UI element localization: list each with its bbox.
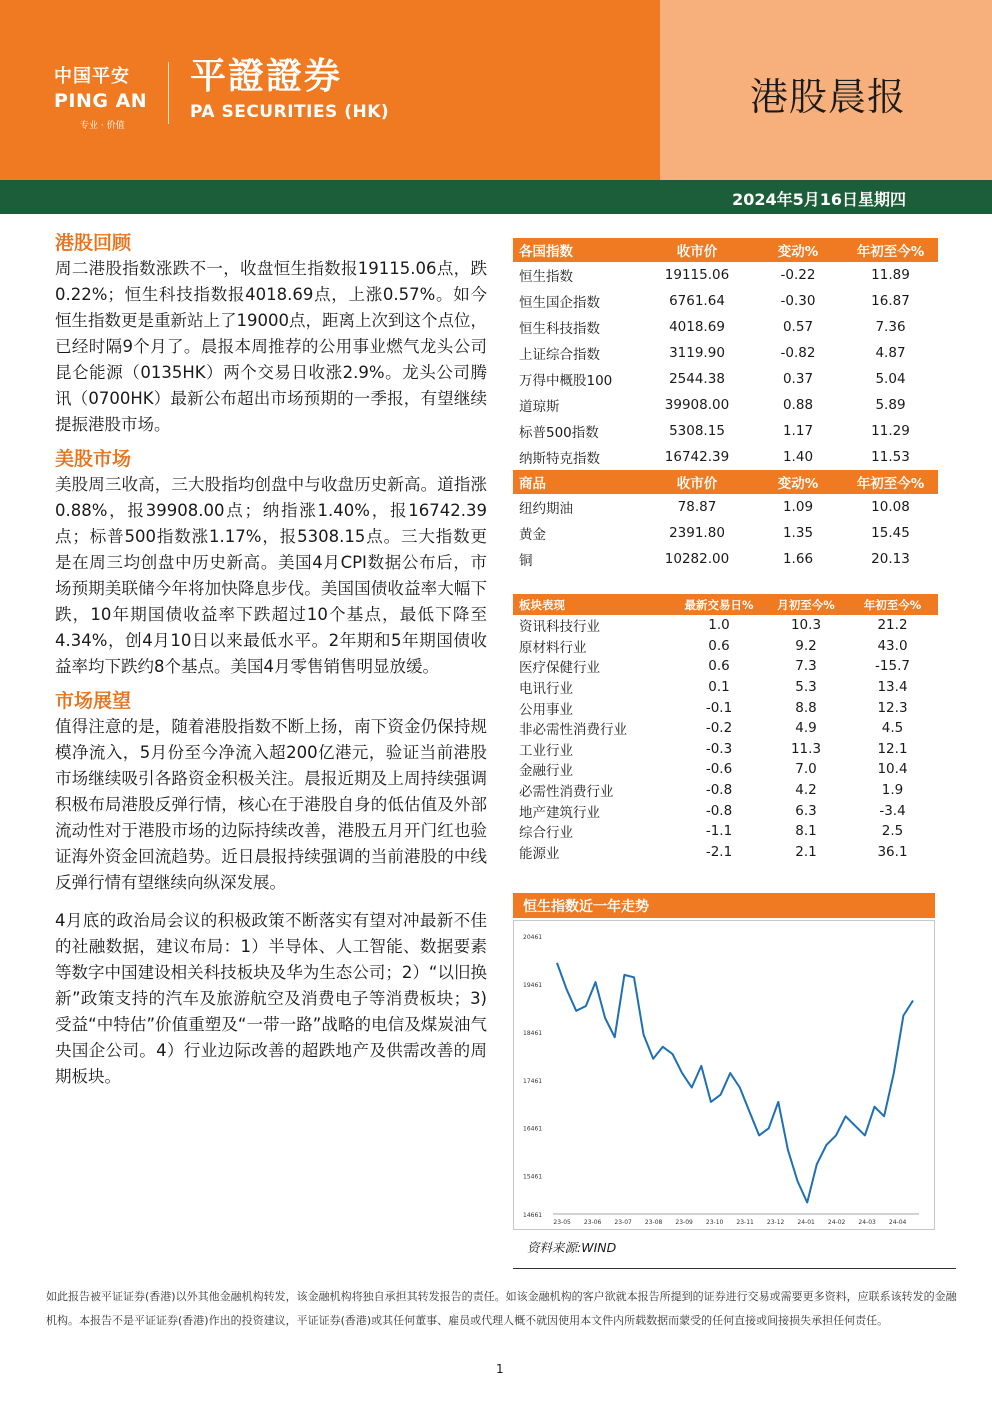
change-pct: 1.35 xyxy=(782,525,814,541)
table-header-cell: 年初至今% xyxy=(843,470,938,494)
x-tick-label: 23-08 xyxy=(644,1219,663,1226)
securities-logo-en: PA SECURITIES (HK) xyxy=(190,102,390,122)
ytd-pct: 15.45 xyxy=(871,525,910,541)
close-price: 19115.06 xyxy=(664,267,730,283)
table-row xyxy=(513,656,938,677)
change-pct: 1.40 xyxy=(782,449,814,465)
ytd-pct: -3.4 xyxy=(879,802,906,819)
commodity-name: 纽约期油 xyxy=(519,501,573,517)
ytd-pct: 16.87 xyxy=(871,293,910,309)
table-row xyxy=(513,780,938,801)
hsi-chart-svg xyxy=(513,920,935,1230)
ytd-pct: 4.5 xyxy=(881,720,904,737)
sector-table xyxy=(513,594,938,862)
y-tick-label: 17461 xyxy=(523,1077,543,1085)
ytd-pct: 11.53 xyxy=(871,449,910,465)
table-header-cell: 商品 xyxy=(513,470,641,494)
date-bar xyxy=(0,180,992,214)
x-tick-label: 24-03 xyxy=(858,1219,876,1226)
ytd-pct: 4.87 xyxy=(875,345,906,361)
table-row xyxy=(513,418,938,444)
ytd-pct: 12.1 xyxy=(877,740,908,757)
y-tick-label: 15461 xyxy=(523,1173,543,1181)
x-tick-label: 23-05 xyxy=(553,1219,571,1226)
day-pct: -0.8 xyxy=(705,802,733,819)
close-price: 2544.38 xyxy=(669,371,725,387)
ytd-pct: 21.2 xyxy=(877,617,908,634)
day-pct: -0.3 xyxy=(705,740,733,757)
close-price: 39908.00 xyxy=(664,397,730,413)
x-tick-label: 23-11 xyxy=(736,1219,754,1226)
pa-securities-logo xyxy=(190,56,389,122)
sector-name: 综合行业 xyxy=(519,825,573,842)
mtd-pct: 5.3 xyxy=(795,679,817,696)
securities-logo-zh: 平證證券 xyxy=(190,56,343,97)
day-pct: -0.8 xyxy=(705,782,733,799)
day-pct: -0.1 xyxy=(705,699,733,716)
close-price: 4018.69 xyxy=(669,319,725,335)
change-pct: 1.09 xyxy=(782,499,814,515)
mtd-pct: 7.0 xyxy=(795,761,817,778)
y-tick-label: 19461 xyxy=(523,981,543,989)
ytd-pct: 13.4 xyxy=(877,679,908,696)
sector-name: 医疗保健行业 xyxy=(519,660,600,677)
close-price: 10282.00 xyxy=(664,551,730,567)
table-row xyxy=(513,520,938,546)
y-tick-label: 18461 xyxy=(523,1029,543,1037)
chart-title: 恒生指数近一年走势 xyxy=(523,899,649,915)
table-row xyxy=(513,366,938,392)
x-tick-label: 24-04 xyxy=(888,1219,907,1226)
logo-divider xyxy=(168,62,169,124)
mtd-pct: 6.3 xyxy=(795,802,817,819)
index-name: 上证综合指数 xyxy=(519,347,600,363)
index-name: 纳斯特克指数 xyxy=(519,451,600,467)
ytd-pct: 11.29 xyxy=(871,423,910,439)
table-row xyxy=(513,821,938,842)
ytd-pct: 12.3 xyxy=(877,699,908,716)
table-header-cell: 收市价 xyxy=(641,238,753,262)
ytd-pct: -15.7 xyxy=(875,658,910,675)
indices-table xyxy=(513,238,938,572)
day-pct: -2.1 xyxy=(705,843,733,860)
table-row xyxy=(513,444,938,470)
x-tick-label: 24-02 xyxy=(827,1219,846,1226)
sector-name: 必需性消费行业 xyxy=(519,784,614,801)
commodity-name: 黄金 xyxy=(519,527,546,543)
change-pct: -0.82 xyxy=(780,345,816,361)
day-pct: 1.0 xyxy=(708,617,730,634)
ytd-pct: 5.89 xyxy=(875,397,906,413)
x-tick-label: 23-12 xyxy=(766,1219,785,1226)
outlook-title: 市场展望 xyxy=(55,690,132,712)
hk-review-title: 港股回顾 xyxy=(55,232,132,254)
table-header-cell: 变动% xyxy=(753,238,843,262)
table-header-cell: 变动% xyxy=(753,470,843,494)
ytd-pct: 10.08 xyxy=(871,499,910,515)
table-row xyxy=(513,697,938,718)
table-row xyxy=(513,262,938,288)
commodity-header-row xyxy=(513,470,938,494)
mtd-pct: 4.2 xyxy=(795,782,817,799)
chart-frame xyxy=(514,921,935,1230)
table-row xyxy=(513,800,938,821)
indices-header-row xyxy=(513,238,938,262)
ytd-pct: 2.5 xyxy=(881,823,904,840)
us-market-title: 美股市场 xyxy=(55,448,132,470)
table-row xyxy=(513,288,938,314)
close-price: 3119.90 xyxy=(669,345,725,361)
index-name: 恒生科技指数 xyxy=(519,321,600,337)
change-pct: 1.17 xyxy=(782,423,814,439)
pingan-logo-en: PING AN xyxy=(54,90,148,112)
x-tick-label: 24-01 xyxy=(797,1219,815,1226)
sector-name: 金融行业 xyxy=(519,763,573,780)
day-pct: -0.6 xyxy=(705,761,733,778)
change-pct: 0.88 xyxy=(782,397,814,413)
ytd-pct: 20.13 xyxy=(871,551,910,567)
day-pct: 0.1 xyxy=(708,679,730,696)
table-row xyxy=(513,842,938,863)
day-pct: -1.1 xyxy=(705,823,733,840)
outlook-body-2: 4月底的政治局会议的积极政策不断落实有望对冲最新不佳的社融数据，建议布局：1）半导体、人工智能、数据要素等数字中国建设相关科技板块及华为生态公司；2）“以旧换新”政策支持的汽车及旅游航空及消费电子等消费板块；3)受益“中特估”价值重塑及“一带一路”战略的电信及煤炭油气央国企公司。4）行业边际改善的超跌地产及供需改善的周期板块。 xyxy=(55,911,487,1086)
ytd-pct: 11.89 xyxy=(871,267,910,283)
mtd-pct: 4.9 xyxy=(795,720,817,737)
mtd-pct: 9.2 xyxy=(795,637,817,654)
mtd-pct: 8.1 xyxy=(795,823,817,840)
table-row xyxy=(513,759,938,780)
disclaimer: 如此报告被平证证券(香港)以外其他金融机构转发，该金融机构将独自承担其转发报告的责任。如该金融机构的客户欲就本报告所提到的证券进行交易或需要更多资料，应联系该转发的金融机构。本报告不是平证证券(香港)作出的投资建议，平证证券(香港)或其任何董事、雇员或代理人概不就因使用本文件内所载数据而蒙受的任何直接或间接损失承担任何责任。 xyxy=(46,1290,957,1327)
table-row xyxy=(513,677,938,698)
table-row xyxy=(513,739,938,760)
hk-review-body: 周二港股指数涨跌不一，收盘恒生指数报19115.06点，跌0.22%；恒生科技指数报4018.69点，上涨0.57%。如今恒生指数更是重新站上了19000点，距离上次到这个点位，已经时隔9个月了。晨报本周推荐的公用事业燃气龙头公司昆仑能源（0135HK）两个交易日收涨2.9%。龙头公司腾讯（0700HK）最新公布超出市场预期的一季报，有望继续提振港股市场。 xyxy=(55,259,487,434)
close-price: 5308.15 xyxy=(669,423,725,439)
ytd-pct: 36.1 xyxy=(877,843,908,860)
table-row xyxy=(513,546,938,572)
change-pct: 0.57 xyxy=(782,319,814,335)
divider-line xyxy=(513,1268,956,1269)
pingan-logo-zh: 中国平安 xyxy=(54,66,130,87)
commentary-column xyxy=(55,230,487,1090)
table-header-cell: 收市价 xyxy=(641,470,753,494)
index-name: 万得中概股100 xyxy=(519,373,613,389)
table-row xyxy=(513,340,938,366)
y-tick-label: 20461 xyxy=(523,934,543,941)
header-title-panel xyxy=(660,0,992,180)
index-name: 标普500指数 xyxy=(519,425,599,441)
mtd-pct: 8.8 xyxy=(795,699,817,716)
report-date: 2024年5月16日星期四 xyxy=(732,190,906,209)
sector-name: 非必需性消费行业 xyxy=(519,722,627,739)
mtd-pct: 7.3 xyxy=(795,658,817,675)
mtd-pct: 10.3 xyxy=(790,617,822,634)
table-header-cell: 年初至今% xyxy=(847,594,938,615)
table-row xyxy=(513,314,938,340)
chart-source: 资料来源:WIND xyxy=(527,1240,617,1255)
table-header-cell: 年初至今% xyxy=(843,238,938,262)
change-pct: -0.22 xyxy=(780,267,816,283)
pingan-logo-tagline: 专业 · 价值 xyxy=(80,121,125,131)
ytd-pct: 43.0 xyxy=(877,637,908,654)
sector-name: 工业行业 xyxy=(519,742,573,759)
ytd-pct: 7.36 xyxy=(875,319,906,335)
hsi-chart xyxy=(513,920,935,1230)
page-number: 1 xyxy=(496,1362,504,1376)
x-tick-label: 23-07 xyxy=(614,1219,632,1226)
index-name: 恒生指数 xyxy=(519,269,573,285)
sector-name: 电讯行业 xyxy=(519,681,573,698)
sector-name: 能源业 xyxy=(519,845,560,862)
outlook-body-1: 值得注意的是，随着港股指数不断上扬，南下资金仍保持规模净流入，5月份至今净流入超200亿港元，验证当前港股市场继续吸引各路资金积极关注。晨报近期及上周持续强调积极布局港股反弹行情，核心在于港股自身的低估值及外部流动性对于港股市场的边际持续改善，港股五月开门红也验证海外资金回流趋势。近日晨报持续强调的当前港股的中线反弹行情有望继续向纵深发展。 xyxy=(55,717,487,892)
x-tick-label: 23-06 xyxy=(583,1219,602,1226)
x-tick-label: 23-09 xyxy=(675,1219,693,1226)
header-banner xyxy=(0,0,660,180)
close-price: 16742.39 xyxy=(664,449,730,465)
close-price: 78.87 xyxy=(677,499,717,515)
mtd-pct: 2.1 xyxy=(795,843,817,860)
table-header-cell: 最新交易日% xyxy=(673,594,765,615)
change-pct: 0.37 xyxy=(782,371,814,387)
day-pct: 0.6 xyxy=(708,637,730,654)
chart-title-bar xyxy=(513,893,935,918)
sector-name: 公用事业 xyxy=(519,701,573,718)
change-pct: 1.66 xyxy=(782,551,814,567)
pingan-logo xyxy=(54,62,147,131)
table-header-cell: 月初至今% xyxy=(765,594,847,615)
table-header-cell: 板块表现 xyxy=(513,594,673,615)
sector-name: 地产建筑行业 xyxy=(519,804,600,821)
y-tick-label: 14661 xyxy=(523,1212,543,1219)
table-row xyxy=(513,615,938,636)
ytd-pct: 5.04 xyxy=(875,371,906,387)
y-tick-label: 16461 xyxy=(523,1125,543,1133)
table-header-cell: 各国指数 xyxy=(513,238,641,262)
day-pct: -0.2 xyxy=(705,720,733,737)
mtd-pct: 11.3 xyxy=(790,740,822,757)
sector-name: 资讯科技行业 xyxy=(519,619,600,636)
table-row xyxy=(513,718,938,739)
report-title: 港股晨报 xyxy=(749,75,906,119)
close-price: 2391.80 xyxy=(669,525,725,541)
ytd-pct: 1.9 xyxy=(881,782,904,799)
close-price: 6761.64 xyxy=(669,293,725,309)
change-pct: -0.30 xyxy=(780,293,816,309)
us-market-body: 美股周三收高，三大股指均创盘中与收盘历史新高。道指涨0.88%，报39908.00点；纳指涨1.40%，报16742.39点；标普500指数涨1.17%，报5308.15点。三大指数更是在周三均创盘中历史新高。美国4月CPI数据公布后，市场预期美联储今年将加快降息步伐。美国国债收益率大幅下跌，10年期国债收益率下跌超过10个基点，最低下降至4.34%，创4月10日以来最低水平。2年期和5年期国债收益率均下跌约8个基点。美国4月零售销售明显放缓。 xyxy=(55,475,487,676)
table-row xyxy=(513,494,938,520)
index-name: 道琼斯 xyxy=(519,399,560,415)
sector-name: 原材料行业 xyxy=(519,639,587,656)
index-name: 恒生国企指数 xyxy=(519,295,600,311)
ytd-pct: 10.4 xyxy=(877,761,908,778)
x-tick-label: 23-10 xyxy=(705,1219,724,1226)
commodity-name: 铜 xyxy=(519,553,533,569)
table-row xyxy=(513,392,938,418)
table-row xyxy=(513,636,938,657)
day-pct: 0.6 xyxy=(708,658,730,675)
sector-header-row xyxy=(513,594,938,615)
